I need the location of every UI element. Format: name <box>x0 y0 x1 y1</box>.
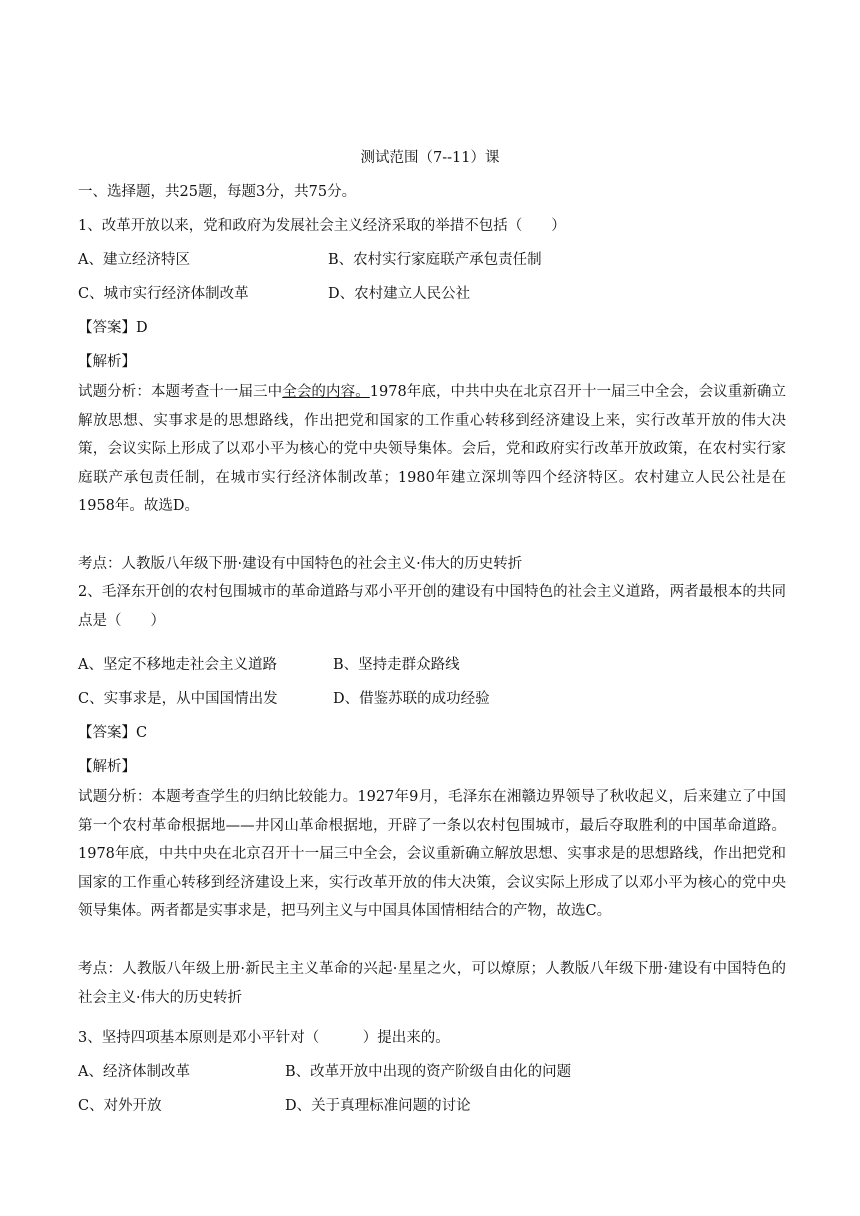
question-2-option-b: B、坚持走群众路线 <box>333 657 460 673</box>
question-3-option-d: D、关于真理标准问题的讨论 <box>285 1098 471 1114</box>
question-2-analysis: 试题分析：本题考查学生的归纳比较能力。1927年9月，毛泽东在湘赣边界领导了秋收起义，后来建立了中国第一个农村革命根据地——井冈山革命根据地，开辟了一条以农村包围城市，最后夺取胜利的中国革命道路。1978年底，中共中央在北京召开十一届三中全会，会议重新确立解放思想、实事求是的思想路线，作出把党和国家的工作重心转移到经济建设上来，实行改革开放的伟大决策，会议实际上形成了以邓小平为核心的党中央领导集体。两者都是实事求是，把马列主义与中国具体国情相结合的产物，故选C。 <box>78 789 786 919</box>
question-1-option-a: A、建立经济特区 <box>78 252 190 268</box>
section-heading: 一、选择题，共25题，每题3分，共75分。 <box>78 184 357 200</box>
question-2-option-a: A、坚定不移地走社会主义道路 <box>78 657 277 673</box>
question-1-option-c: C、城市实行经济体制改革 <box>78 286 249 302</box>
question-3-option-b: B、改革开放中出现的资产阶级自由化的问题 <box>285 1064 572 1080</box>
question-1-option-d: D、农村建立人民公社 <box>328 286 471 302</box>
analysis-text-post: 1978年底，中共中央在北京召开十一届三中全会，会议重新确立解放思想、实事求是的思想路线，作出把党和国家的工作重心转移到经济建设上来，实行改革开放的伟大决策，会议实际上形成了以邓小平为核心的党中央领导集体。会后，党和政府实行改革开放政策，在农村实行家庭联产承包责任制，在城市实行经济体制改革；1980年建立深圳等四个经济特区。农村建立人民公社是在1958年。故选D。 <box>78 384 787 514</box>
question-2-stem: 2、毛泽东开创的农村包围城市的革命道路与邓小平开创的建设有中国特色的社会主义道路，两者最根本的共同点是（ ） <box>78 584 786 629</box>
question-1-answer: 【答案】D <box>78 320 148 336</box>
page-title: 测试范围（7--11）课 <box>360 150 500 166</box>
question-3-stem: 3、坚持四项基本原则是邓小平针对（ ）提出来的。 <box>78 1030 450 1046</box>
question-3-option-a: A、经济体制改革 <box>78 1064 190 1080</box>
question-1-stem: 1、改革开放以来，党和政府为发展社会主义经济采取的举措不包括（ ） <box>78 218 566 234</box>
question-2-answer: 【答案】C <box>78 725 148 741</box>
question-2-analysis-label: 【解析】 <box>78 759 136 775</box>
question-1-option-b: B、农村实行家庭联产承包责任制 <box>328 252 542 268</box>
question-2-option-c: C、实事求是，从中国国情出发 <box>78 691 278 707</box>
question-3-option-c: C、对外开放 <box>78 1098 162 1114</box>
analysis-text-underlined: 全会的内容。 <box>282 384 370 400</box>
analysis-text-pre: 试题分析：本题考查十一届三中 <box>78 384 283 400</box>
question-1-analysis-label: 【解析】 <box>78 354 136 370</box>
question-2-point: 考点：人教版八年级上册·新民主主义革命的兴起·星星之火，可以燎原；人教版八年级下册·建设有中国特色的社会主义·伟大的历史转折 <box>78 961 786 1006</box>
question-1-point: 考点：人教版八年级下册·建设有中国特色的社会主义·伟大的历史转折 <box>78 556 523 572</box>
question-2-option-d: D、借鉴苏联的成功经验 <box>333 691 490 707</box>
question-1-analysis <box>78 378 786 521</box>
